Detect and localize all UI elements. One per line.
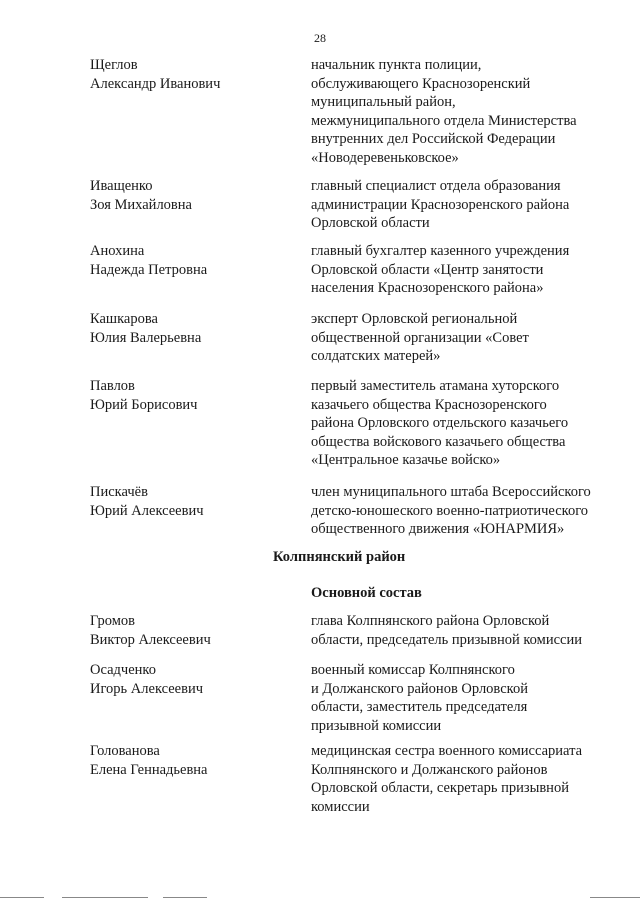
member-role (311, 56, 611, 167)
role-line: муниципальный район, (311, 94, 456, 110)
member-name (90, 56, 290, 93)
member-role (311, 177, 611, 233)
role-line: Орловской области, секретарь призывной (311, 780, 569, 796)
role-line: глава Колпнянского района Орловской (311, 613, 550, 629)
role-line: Орловской области «Центр занятости (311, 261, 544, 278)
member-name (90, 483, 290, 520)
given-names: Зоя Михайловна (90, 196, 192, 213)
given-names: Юрий Алексеевич (90, 502, 204, 519)
role-line: области, председатель призывной комиссии (311, 631, 582, 648)
role-line: казачьего общества Краснозоренского (311, 396, 547, 413)
district-heading: Колпнянский район (273, 549, 406, 565)
member-name (90, 612, 290, 649)
given-names: Надежда Петровна (90, 261, 208, 278)
member-role (311, 742, 611, 816)
member-role (311, 242, 611, 298)
role-line: Орловской области (311, 215, 430, 231)
role-line: медицинская сестра военного комиссариата (311, 743, 583, 759)
role-line: начальник пункта полиции, (311, 57, 482, 73)
surname: Пискачёв (90, 484, 148, 500)
footer-rule (163, 897, 207, 898)
member-name (90, 310, 290, 347)
given-names: Виктор Алексеевич (90, 631, 211, 648)
role-line: «Новодеревеньковское» (311, 149, 459, 166)
role-line: межмуниципального отдела Министерства (311, 112, 577, 129)
role-line: главный специалист отдела образования (311, 178, 561, 194)
member-name (90, 377, 290, 414)
member-name (90, 742, 290, 779)
role-line: администрации Краснозоренского района (311, 196, 570, 213)
surname: Осадченко (90, 662, 156, 678)
surname: Иващенко (90, 178, 153, 194)
given-names: Елена Геннадьевна (90, 761, 208, 778)
role-line: общества войскового казачьего общества (311, 433, 566, 450)
member-role (311, 483, 611, 539)
role-line: района Орловского отдельского казачьего (311, 415, 569, 431)
member-name (90, 242, 290, 279)
member-name (90, 177, 290, 214)
role-line: детско-юношеского военно-патриотического (311, 502, 589, 519)
surname: Кашкарова (90, 311, 158, 327)
role-line: Колпнянского и Должанского районов (311, 761, 548, 778)
footer-rule (62, 897, 148, 898)
member-role (311, 661, 611, 735)
role-line: главный бухгалтер казенного учреждения (311, 243, 570, 259)
footer-rule (0, 897, 44, 898)
given-names: Александр Иванович (90, 75, 221, 92)
member-role (311, 310, 611, 366)
surname: Щеглов (90, 57, 138, 73)
role-line: общественного движения «ЮНАРМИЯ» (311, 521, 565, 537)
role-line: солдатских матерей» (311, 348, 441, 364)
role-line: обслуживающего Краснозоренский (311, 75, 531, 92)
role-line: эксперт Орловской региональной (311, 311, 518, 327)
given-names: Игорь Алексеевич (90, 680, 204, 697)
role-line: призывной комиссии (311, 717, 442, 734)
footer-rule (590, 897, 640, 898)
role-line: области, заместитель председателя (311, 699, 528, 715)
surname: Громов (90, 613, 135, 629)
role-line: член муниципального штаба Всероссийского (311, 484, 591, 500)
role-line: первый заместитель атамана хуторского (311, 378, 560, 394)
composition-subheading: Основной состав (311, 585, 422, 601)
given-names: Юлия Валерьевна (90, 329, 202, 346)
role-line: населения Краснозоренского района» (311, 280, 544, 296)
role-line: внутренних дел Российской Федерации (311, 131, 556, 147)
role-line: и Должанского районов Орловской (311, 680, 528, 697)
role-line: военный комиссар Колпнянского (311, 662, 515, 678)
page-number: 28 (314, 31, 326, 45)
role-line: общественной организации «Совет (311, 329, 529, 346)
role-line: комиссии (311, 798, 370, 815)
member-name (90, 661, 290, 698)
surname: Голованова (90, 743, 160, 759)
role-line: «Центральное казачье войско» (311, 452, 501, 468)
surname: Анохина (90, 243, 145, 259)
surname: Павлов (90, 378, 135, 394)
given-names: Юрий Борисович (90, 396, 198, 413)
member-role (311, 377, 611, 470)
member-role (311, 612, 611, 649)
